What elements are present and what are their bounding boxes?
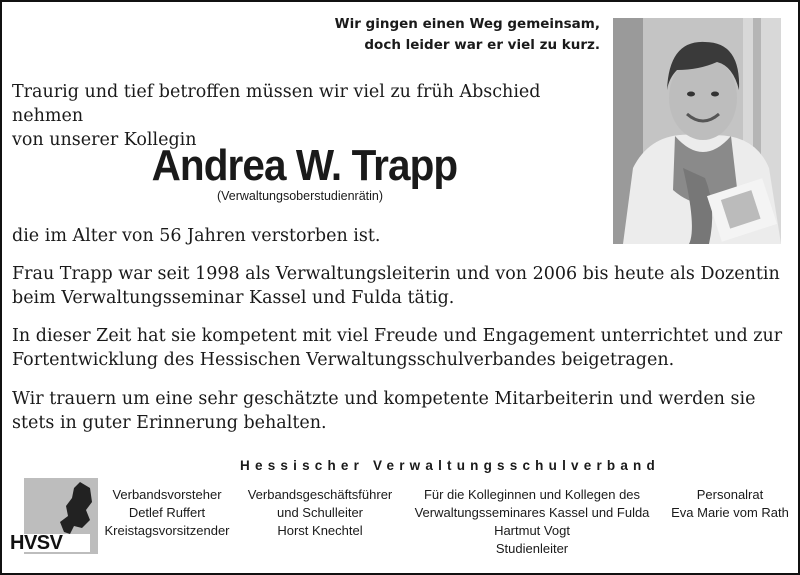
signatory-line: Für die Kolleginnen und Kollegen des xyxy=(423,487,641,502)
signatory-staff-council xyxy=(668,486,792,522)
signatory-line: Kreistagsvorsitzender xyxy=(104,523,230,538)
logo-text: HVSV xyxy=(10,532,63,554)
signatory-director xyxy=(244,486,396,540)
hvsv-logo xyxy=(10,476,100,556)
portrait-illustration xyxy=(613,18,781,244)
deceased-title: (Verwaltungsoberstudienrätin) xyxy=(216,189,384,203)
signatory-line: Eva Marie vom Rath xyxy=(671,505,789,520)
paragraph-teaching: In dieser Zeit hat sie kompetent mit viel Freude und Engagement unterrichtet und zur Fortentwicklung des Hessischen Verwaltungsschulverbandes beigetragen. xyxy=(12,326,783,370)
motto xyxy=(300,14,600,56)
motto-line-1: Wir gingen einen Weg gemeinsam, xyxy=(334,16,600,32)
organization-name: Hessischer Verwaltungsschulverband xyxy=(240,458,660,473)
intro-line-2: von unserer Kollegin xyxy=(12,130,197,150)
signatory-line: Personalrat xyxy=(696,487,764,502)
intro-line-1: Traurig und tief betroffen müssen wir viel zu früh Abschied nehmen xyxy=(12,82,541,126)
signatory-colleagues xyxy=(412,486,652,558)
paragraph-career: Frau Trapp war seit 1998 als Verwaltungsleiterin und von 2006 bis heute als Dozentin beim Verwaltungsseminar Kassel und Fulda tätig. xyxy=(12,264,780,308)
paragraph-mourning: Wir trauern um eine sehr geschätzte und kompetente Mitarbeiterin und werden sie stets in guter Erinnerung behalten. xyxy=(12,389,756,433)
signatory-line: Detlef Ruffert xyxy=(128,505,206,520)
signatory-line: Verbandsgeschäftsführer xyxy=(247,487,393,502)
signatory-chairman xyxy=(102,486,232,540)
signatory-line: Verbandsvorsteher xyxy=(112,487,222,502)
signatory-line: Hartmut Vogt xyxy=(494,523,570,538)
motto-line-2: doch leider war er viel zu kurz. xyxy=(364,37,600,53)
age-line: die im Alter von 56 Jahren verstorben ist. xyxy=(12,226,381,246)
portrait-photo xyxy=(613,18,781,244)
deceased-name: Andrea W. Trapp xyxy=(151,141,458,190)
signatory-line: und Schulleiter xyxy=(277,505,363,520)
signatory-line: Verwaltungsseminares Kassel und Fulda xyxy=(414,505,650,520)
signatory-line: Studienleiter xyxy=(495,541,569,556)
signatory-line: Horst Knechtel xyxy=(277,523,363,538)
